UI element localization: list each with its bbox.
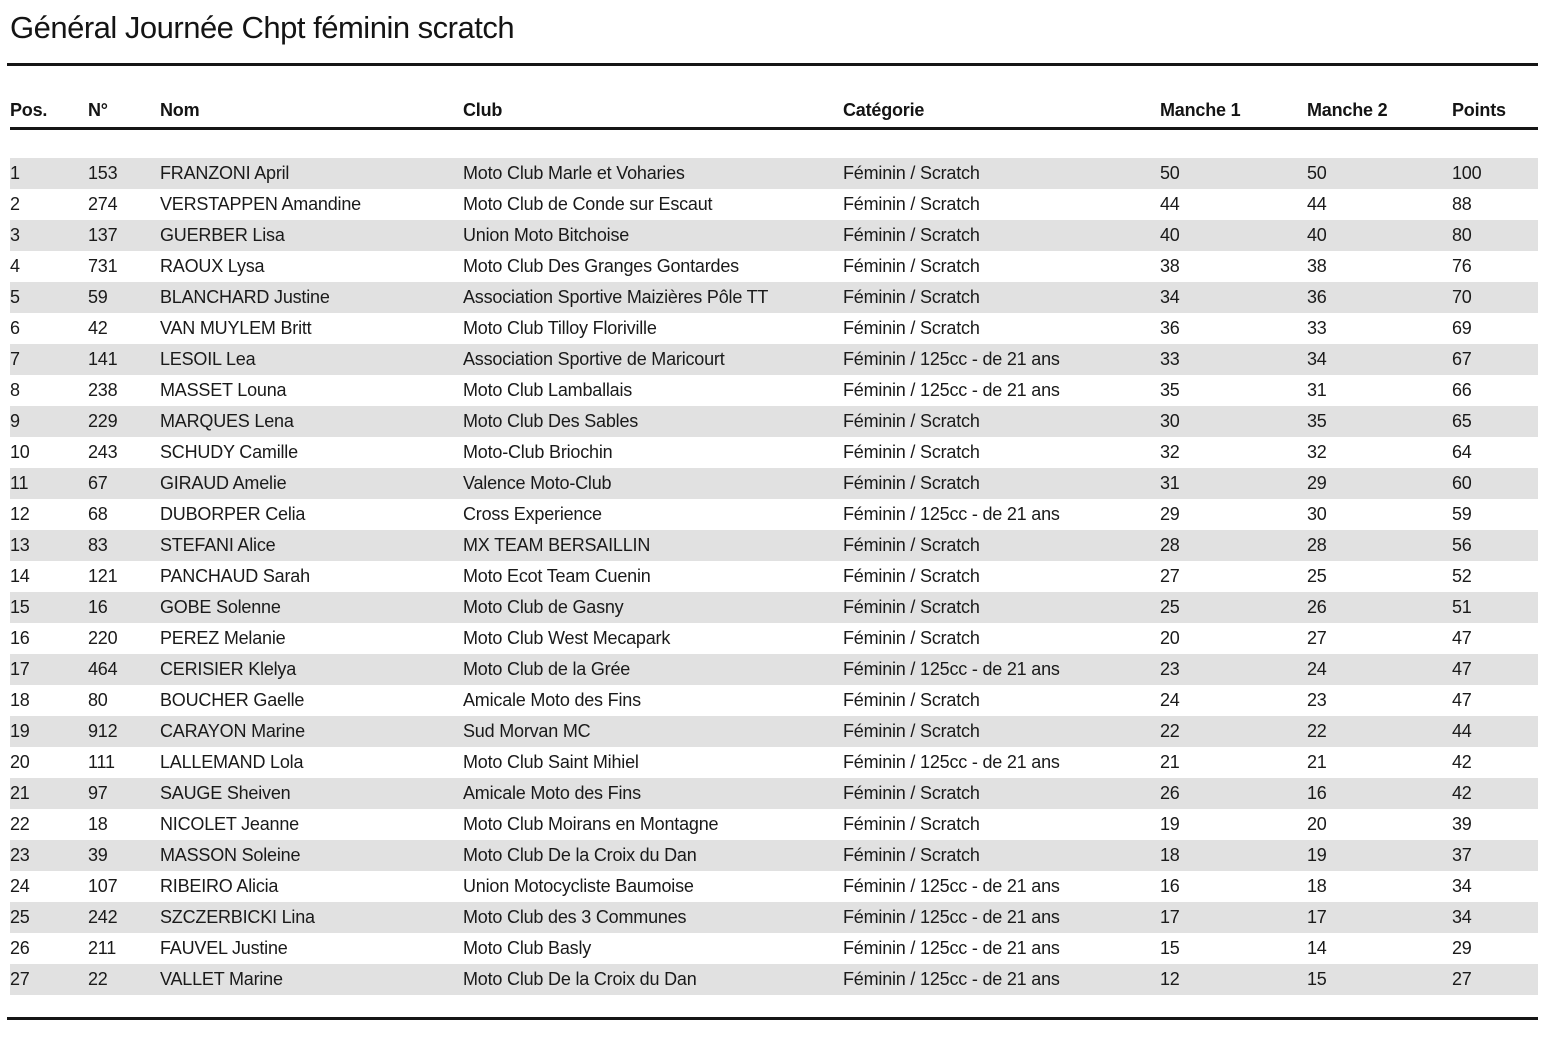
table-cell: 18	[88, 814, 108, 834]
table-cell: Sud Morvan MC	[463, 721, 591, 741]
table-cell: 4	[10, 256, 20, 276]
table-cell: 40	[1307, 225, 1327, 245]
table-cell: 10	[10, 442, 30, 462]
table-cell: 17	[1160, 907, 1180, 927]
table-cell: Moto Club des 3 Communes	[463, 907, 687, 927]
bottom-divider	[7, 1017, 1538, 1020]
table-row	[10, 871, 1538, 902]
table-cell: 26	[1160, 783, 1180, 803]
table-cell: 56	[1452, 535, 1472, 555]
table-row	[10, 406, 1538, 437]
col-header-manche2: Manche 2	[1307, 66, 1452, 129]
table-cell: CARAYON Marine	[160, 721, 305, 741]
table-cell: 29	[1452, 938, 1472, 958]
table-cell: GIRAUD Amelie	[160, 473, 287, 493]
table-cell: Féminin / Scratch	[843, 442, 980, 462]
table-cell: 15	[1307, 969, 1327, 989]
table-cell: 42	[88, 318, 108, 338]
table-cell: Moto Club de Conde sur Escaut	[463, 194, 713, 214]
table-cell: 30	[1160, 411, 1180, 431]
table-row	[10, 778, 1538, 809]
table-cell: 51	[1452, 597, 1472, 617]
table-cell: 37	[1452, 845, 1472, 865]
table-cell: 121	[88, 566, 118, 586]
table-cell: Moto Club Tilloy Floriville	[463, 318, 657, 338]
table-cell: 111	[88, 752, 115, 772]
table-cell: 34	[1307, 349, 1327, 369]
table-cell: Amicale Moto des Fins	[463, 783, 641, 803]
table-cell: 8	[10, 380, 20, 400]
table-row	[10, 344, 1538, 375]
results-table	[10, 66, 1538, 995]
table-cell: 731	[88, 256, 118, 276]
table-cell: 274	[88, 194, 118, 214]
table-cell: Féminin / 125cc - de 21 ans	[843, 907, 1060, 927]
table-cell: Féminin / Scratch	[843, 597, 980, 617]
table-cell: 1	[10, 163, 20, 183]
table-cell: 9	[10, 411, 20, 431]
table-cell: Moto Club Lamballais	[463, 380, 633, 400]
table-cell: 38	[1160, 256, 1180, 276]
table-cell: 69	[1452, 318, 1472, 338]
table-row	[10, 747, 1538, 778]
table-cell: 44	[1452, 721, 1472, 741]
table-row	[10, 592, 1538, 623]
table-row	[10, 685, 1538, 716]
table-cell: VAN MUYLEM Britt	[160, 318, 312, 338]
table-row	[10, 468, 1538, 499]
table-cell: 229	[88, 411, 118, 431]
table-cell: 100	[1452, 163, 1482, 183]
table-cell: 31	[1160, 473, 1180, 493]
table-cell: 76	[1452, 256, 1472, 276]
table-cell: 47	[1452, 690, 1472, 710]
table-cell: Féminin / Scratch	[843, 566, 980, 586]
table-cell: 211	[88, 938, 117, 958]
table-row	[10, 251, 1538, 282]
table-cell: 67	[1452, 349, 1472, 369]
table-row	[10, 840, 1538, 871]
table-cell: 22	[88, 969, 108, 989]
table-cell: Moto Club De la Croix du Dan	[463, 969, 697, 989]
table-cell: 12	[1160, 969, 1180, 989]
table-cell: 47	[1452, 628, 1472, 648]
table-row	[10, 716, 1538, 747]
col-header-nom: Nom	[160, 66, 463, 129]
table-cell: GOBE Solenne	[160, 597, 281, 617]
table-cell: 38	[1307, 256, 1327, 276]
table-cell: 33	[1160, 349, 1180, 369]
table-cell: 6	[10, 318, 20, 338]
table-cell: Féminin / Scratch	[843, 225, 980, 245]
table-cell: 97	[88, 783, 108, 803]
table-cell: 28	[1307, 535, 1327, 555]
table-cell: 44	[1307, 194, 1327, 214]
table-cell: 29	[1160, 504, 1180, 524]
table-cell: CERISIER Klelya	[160, 659, 297, 679]
table-cell: RAOUX Lysa	[160, 256, 265, 276]
table-cell: 29	[1307, 473, 1327, 493]
col-header-pos: Pos.	[10, 66, 88, 129]
table-cell: 18	[1160, 845, 1180, 865]
page-title: Général Journée Chpt féminin scratch	[10, 10, 515, 45]
table-cell: 52	[1452, 566, 1472, 586]
table-cell: 64	[1452, 442, 1472, 462]
table-cell: Association Sportive de Maricourt	[463, 349, 725, 369]
table-cell: 11	[10, 473, 29, 493]
table-cell: Moto Club Marle et Voharies	[463, 163, 685, 183]
table-cell: Féminin / 125cc - de 21 ans	[843, 659, 1060, 679]
table-cell: 44	[1160, 194, 1180, 214]
table-cell: 83	[88, 535, 108, 555]
table-cell: Féminin / 125cc - de 21 ans	[843, 504, 1060, 524]
table-cell: 21	[10, 783, 30, 803]
table-row	[10, 499, 1538, 530]
table-cell: Féminin / 125cc - de 21 ans	[843, 876, 1060, 896]
table-cell: 19	[10, 721, 30, 741]
table-cell: Féminin / Scratch	[843, 535, 980, 555]
table-cell: 16	[88, 597, 108, 617]
table-cell: Féminin / Scratch	[843, 287, 980, 307]
table-cell: 28	[1160, 535, 1180, 555]
table-cell: 27	[1452, 969, 1472, 989]
table-cell: Féminin / Scratch	[843, 473, 980, 493]
table-cell: 22	[1307, 721, 1327, 741]
table-cell: 24	[1307, 659, 1327, 679]
table-cell: 25	[1307, 566, 1327, 586]
table-cell: 67	[88, 473, 108, 493]
table-row	[10, 902, 1538, 933]
table-cell: 23	[10, 845, 30, 865]
table-cell: 65	[1452, 411, 1472, 431]
table-cell: 23	[1160, 659, 1180, 679]
table-cell: 42	[1452, 752, 1472, 772]
table-cell: 18	[1307, 876, 1327, 896]
table-cell: 59	[88, 287, 108, 307]
table-cell: 3	[10, 225, 20, 245]
table-cell: Féminin / Scratch	[843, 411, 980, 431]
table-cell: 464	[88, 659, 118, 679]
table-cell: 26	[10, 938, 30, 958]
table-cell: GUERBER Lisa	[160, 225, 285, 245]
table-cell: 22	[1160, 721, 1180, 741]
table-cell: 220	[88, 628, 118, 648]
table-row	[10, 282, 1538, 313]
table-cell: 17	[10, 659, 30, 679]
table-cell: Amicale Moto des Fins	[463, 690, 641, 710]
table-cell: 912	[88, 721, 118, 741]
table-cell: 137	[88, 225, 118, 245]
table-cell: BOUCHER Gaelle	[160, 690, 305, 710]
table-cell: Union Moto Bitchoise	[463, 225, 630, 245]
table-cell: 39	[88, 845, 108, 865]
table-cell: 23	[1307, 690, 1327, 710]
table-cell: 70	[1452, 287, 1472, 307]
table-cell: Féminin / 125cc - de 21 ans	[843, 752, 1060, 772]
table-cell: 24	[10, 876, 30, 896]
table-cell: Moto-Club Briochin	[463, 442, 613, 462]
table-row	[10, 220, 1538, 251]
table-cell: Féminin / Scratch	[843, 690, 980, 710]
table-cell: Féminin / Scratch	[843, 814, 980, 834]
table-cell: Moto Club De la Croix du Dan	[463, 845, 697, 865]
table-row	[10, 561, 1538, 592]
table-cell: 238	[88, 380, 118, 400]
table-row	[10, 313, 1538, 344]
table-cell: 19	[1160, 814, 1180, 834]
header-gap-spacer	[10, 129, 1538, 159]
table-cell: SZCZERBICKI Lina	[160, 907, 315, 927]
table-row	[10, 964, 1538, 995]
table-cell: 15	[1160, 938, 1180, 958]
table-row	[10, 654, 1538, 685]
table-cell: 66	[1452, 380, 1472, 400]
table-cell: 34	[1452, 907, 1472, 927]
table-cell: MARQUES Lena	[160, 411, 294, 431]
col-header-club: Club	[463, 66, 843, 129]
table-cell: Association Sportive Maizières Pôle TT	[463, 287, 769, 307]
table-cell: 243	[88, 442, 118, 462]
table-cell: 36	[1307, 287, 1327, 307]
table-cell: Moto Club Des Sables	[463, 411, 639, 431]
table-cell: Féminin / 125cc - de 21 ans	[843, 349, 1060, 369]
table-cell: 2	[10, 194, 20, 214]
table-cell: 16	[1307, 783, 1327, 803]
table-cell: 35	[1160, 380, 1180, 400]
table-cell: 39	[1452, 814, 1472, 834]
table-cell: Féminin / Scratch	[843, 628, 980, 648]
table-cell: Union Motocycliste Baumoise	[463, 876, 694, 896]
table-row	[10, 933, 1538, 964]
table-cell: 18	[10, 690, 30, 710]
table-cell: 12	[10, 504, 30, 524]
table-cell: Moto Club West Mecapark	[463, 628, 671, 648]
table-cell: 24	[1160, 690, 1180, 710]
table-cell: 27	[10, 969, 30, 989]
table-cell: MASSON Soleine	[160, 845, 301, 865]
table-cell: 34	[1452, 876, 1472, 896]
table-cell: 19	[1307, 845, 1327, 865]
table-cell: 80	[1452, 225, 1472, 245]
table-cell: VERSTAPPEN Amandine	[160, 194, 361, 214]
table-cell: BLANCHARD Justine	[160, 287, 330, 307]
table-cell: 25	[10, 907, 30, 927]
table-cell: Moto Club Saint Mihiel	[463, 752, 639, 772]
results-tbody	[10, 129, 1538, 996]
table-cell: 14	[1307, 938, 1327, 958]
table-cell: 32	[1160, 442, 1180, 462]
table-cell: Moto Club de Gasny	[463, 597, 624, 617]
table-cell: 14	[10, 566, 30, 586]
table-row	[10, 158, 1538, 189]
table-cell: 22	[10, 814, 30, 834]
table-row	[10, 189, 1538, 220]
header-row	[10, 66, 1538, 129]
table-cell: 21	[1307, 752, 1327, 772]
table-cell: SCHUDY Camille	[160, 442, 298, 462]
table-cell: Féminin / Scratch	[843, 318, 980, 338]
table-cell: RIBEIRO Alicia	[160, 876, 279, 896]
table-cell: 16	[10, 628, 30, 648]
table-cell: Féminin / 125cc - de 21 ans	[843, 938, 1060, 958]
table-row	[10, 623, 1538, 654]
table-cell: 50	[1307, 163, 1327, 183]
table-cell: STEFANI Alice	[160, 535, 276, 555]
table-row	[10, 809, 1538, 840]
table-cell: 32	[1307, 442, 1327, 462]
table-cell: Féminin / 125cc - de 21 ans	[843, 380, 1060, 400]
table-cell: Féminin / Scratch	[843, 783, 980, 803]
table-cell: 13	[10, 535, 30, 555]
table-cell: LESOIL Lea	[160, 349, 256, 369]
table-cell: 59	[1452, 504, 1472, 524]
table-cell: MASSET Louna	[160, 380, 287, 400]
table-cell: 25	[1160, 597, 1180, 617]
table-cell: 42	[1452, 783, 1472, 803]
table-cell: 141	[88, 349, 118, 369]
table-row	[10, 530, 1538, 561]
table-cell: 80	[88, 690, 108, 710]
table-cell: Féminin / Scratch	[843, 845, 980, 865]
table-cell: 5	[10, 287, 20, 307]
table-cell: 27	[1307, 628, 1327, 648]
table-cell: DUBORPER Celia	[160, 504, 306, 524]
table-cell: 20	[1160, 628, 1180, 648]
table-row	[10, 375, 1538, 406]
table-cell: 153	[88, 163, 118, 183]
table-cell: 7	[10, 349, 20, 369]
table-cell: NICOLET Jeanne	[160, 814, 299, 834]
table-cell: Féminin / Scratch	[843, 163, 980, 183]
table-cell: Féminin / Scratch	[843, 194, 980, 214]
col-header-numero: N°	[88, 66, 160, 129]
table-cell: 20	[10, 752, 30, 772]
table-cell: Moto Ecot Team Cuenin	[463, 566, 651, 586]
table-cell: 33	[1307, 318, 1327, 338]
table-cell: 107	[88, 876, 118, 896]
table-cell: MX TEAM BERSAILLIN	[463, 535, 651, 555]
table-cell: 50	[1160, 163, 1180, 183]
col-header-categorie: Catégorie	[843, 66, 1160, 129]
table-cell: 60	[1452, 473, 1472, 493]
table-cell: PEREZ Melanie	[160, 628, 286, 648]
table-cell: 68	[88, 504, 108, 524]
table-cell: PANCHAUD Sarah	[160, 566, 310, 586]
table-cell: 30	[1307, 504, 1327, 524]
table-row	[10, 437, 1538, 468]
table-cell: 242	[88, 907, 118, 927]
table-cell: Féminin / Scratch	[843, 721, 980, 741]
col-header-manche1: Manche 1	[1160, 66, 1307, 129]
table-cell: 34	[1160, 287, 1180, 307]
table-cell: 16	[1160, 876, 1180, 896]
table-cell: Moto Club Moirans en Montagne	[463, 814, 719, 834]
table-cell: Féminin / Scratch	[843, 256, 980, 276]
table-cell: VALLET Marine	[160, 969, 283, 989]
table-cell: 26	[1307, 597, 1327, 617]
table-cell: 27	[1160, 566, 1180, 586]
table-cell: 36	[1160, 318, 1180, 338]
table-cell: 15	[10, 597, 30, 617]
table-cell: LALLEMAND Lola	[160, 752, 304, 772]
table-cell: 47	[1452, 659, 1472, 679]
table-cell: SAUGE Sheiven	[160, 783, 291, 803]
table-cell: Cross Experience	[463, 504, 602, 524]
col-header-points: Points	[1452, 66, 1538, 129]
table-cell: Moto Club Basly	[463, 938, 592, 958]
table-cell: 88	[1452, 194, 1472, 214]
table-cell: 21	[1160, 752, 1180, 772]
table-cell: Moto Club Des Granges Gontardes	[463, 256, 739, 276]
table-header	[10, 66, 1538, 129]
table-cell: Valence Moto-Club	[463, 473, 612, 493]
table-cell: FRANZONI April	[160, 163, 290, 183]
table-cell: 35	[1307, 411, 1327, 431]
table-cell: Moto Club de la Grée	[463, 659, 631, 679]
table-cell: 31	[1307, 380, 1327, 400]
table-cell: FAUVEL Justine	[160, 938, 288, 958]
table-cell: 40	[1160, 225, 1180, 245]
table-cell: 20	[1307, 814, 1327, 834]
table-cell: Féminin / 125cc - de 21 ans	[843, 969, 1060, 989]
table-cell: 17	[1307, 907, 1327, 927]
